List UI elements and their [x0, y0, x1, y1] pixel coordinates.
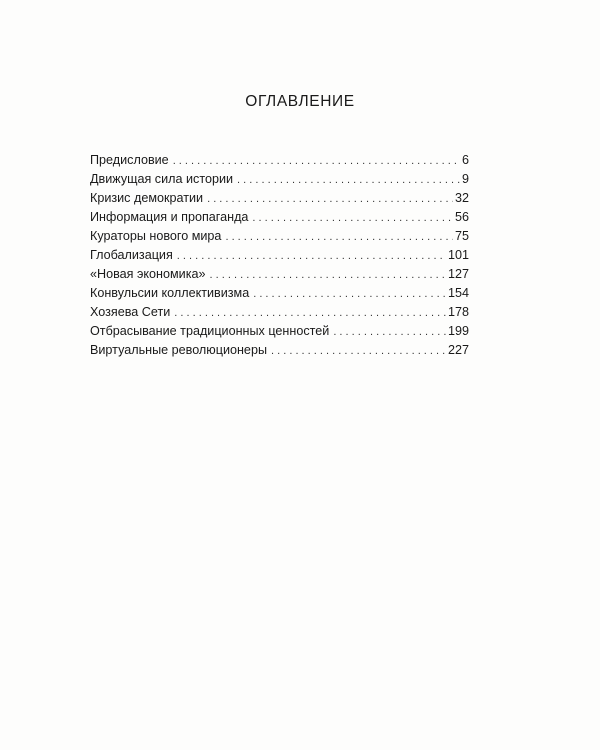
toc-dot-leader	[207, 190, 453, 209]
toc-dot-leader	[333, 323, 446, 342]
toc-entry-page: 75	[454, 229, 469, 243]
toc-entry-information	[90, 208, 469, 227]
toc-entry-curators	[90, 227, 469, 246]
toc-entry-title: Виртуальные революционеры	[90, 343, 267, 357]
toc-list	[90, 151, 469, 360]
toc-entry-page: 6	[461, 153, 469, 167]
toc-entry-page: 32	[454, 191, 469, 205]
toc-entry-preface	[90, 151, 469, 170]
toc-entry-title: Информация и пропаганда	[90, 210, 249, 224]
toc-dot-leader	[174, 304, 446, 323]
toc-dot-leader	[253, 285, 446, 304]
toc-entry-collectivism	[90, 284, 469, 303]
toc-entry-page: 101	[447, 248, 469, 262]
toc-dot-leader	[177, 247, 446, 266]
toc-entry-page: 178	[447, 305, 469, 319]
toc-heading: ОГЛАВЛЕНИЕ	[245, 93, 355, 110]
toc-entry-title: Движущая сила истории	[90, 172, 234, 186]
toc-entry-title: Кураторы нового мира	[90, 229, 222, 243]
toc-entry-page: 9	[461, 172, 469, 186]
toc-entry-title: Отбрасывание традиционных ценностей	[90, 324, 330, 338]
toc-dot-leader	[237, 171, 460, 190]
toc-entry-title: «Новая экономика»	[90, 267, 206, 281]
toc-dot-leader	[252, 209, 453, 228]
toc-entry-title: Предисловие	[90, 153, 169, 167]
toc-entry-page: 154	[447, 286, 469, 300]
toc-entry-traditional-values	[90, 322, 469, 341]
toc-entry-masters-of-net	[90, 303, 469, 322]
toc-entry-page: 227	[447, 343, 469, 357]
toc-dot-leader	[210, 266, 446, 285]
toc-entry-title: Хозяева Сети	[90, 305, 171, 319]
toc-dot-leader	[271, 342, 446, 361]
toc-entry-new-economy	[90, 265, 469, 284]
toc-entry-page: 56	[454, 210, 469, 224]
toc-entry-page: 127	[447, 267, 469, 281]
toc-dot-leader	[173, 152, 460, 171]
toc-entry-driving-force	[90, 170, 469, 189]
toc-entry-title: Конвульсии коллективизма	[90, 286, 250, 300]
toc-entry-title: Глобализация	[90, 248, 173, 262]
toc-entry-democracy-crisis	[90, 189, 469, 208]
toc-entry-virtual-revolutionaries	[90, 341, 469, 360]
toc-entry-title: Кризис демократии	[90, 191, 204, 205]
toc-dot-leader	[225, 228, 453, 247]
toc-entry-page: 199	[447, 324, 469, 338]
toc-entry-globalization	[90, 246, 469, 265]
